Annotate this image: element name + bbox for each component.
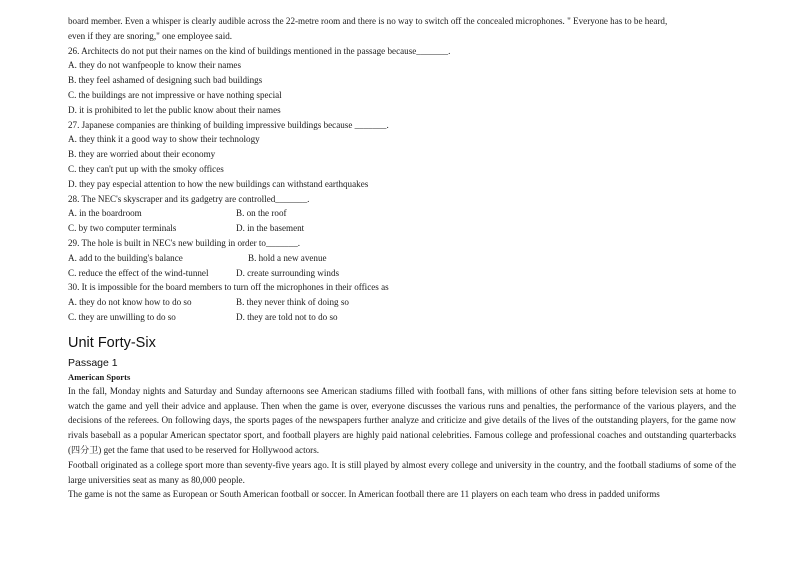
question-stem: 30. It is impossible for the board members to turn off the microphones in their offices as [68, 282, 389, 293]
document-page [68, 14, 736, 502]
paragraph: In the fall, Monday nights and Saturday and Sunday afternoons see American stadiums filled with football fans, with millions of other fans sitting before television sets at home to watch the game and yell their advice and applause. Then when the game is over, everyone discusses the various runs and penalties, the performance of the various players, and the decisions of the referees. On following days, the sports pages of the newspapers further analyze and criticize and give details of the lives of the outstanding players, for the game now rivals baseball as a popular American spectator sport, and football players are highly paid national celebrities. Famous college and professional coaches and outstanding quarterbacks (四分卫) get the fame that used to be reserved for Hollywood actors. [68, 385, 736, 455]
intro-text [68, 14, 736, 44]
option: A. they do not wanfpeople to know their names [68, 60, 241, 71]
option: D. they are told not to do so [236, 311, 338, 322]
paragraph: Football originated as a college sport more than seventy-five years ago. It is still played by almost every college and university in the country, and the football stadiums of some of the large universities seat as many as 80,000 people. [68, 459, 736, 485]
question-stem: 28. The NEC's skyscraper and its gadgetry are controlled_______. [68, 193, 310, 204]
option: B. on the roof [236, 208, 287, 219]
option: B. they feel ashamed of designing such bad buildings [68, 75, 263, 86]
option-row [68, 221, 736, 236]
question-28 [68, 192, 736, 236]
passage-title: American Sports [68, 371, 131, 382]
option: D. in the basement [236, 223, 305, 234]
question-stem: 29. The hole is built in NEC's new building in order to_______. [68, 237, 301, 248]
option: C. reduce the effect of the wind-tunnel [68, 267, 209, 278]
question-27 [68, 118, 736, 192]
option-row [68, 295, 736, 310]
option: C. the buildings are not impressive or have nothing special [68, 89, 282, 100]
text-line: even if they are snoring," one employee said. [68, 30, 233, 41]
option-row [68, 206, 736, 221]
option-row [68, 251, 736, 266]
option: A. they do not know how to do so [68, 297, 192, 308]
option: C. they are unwilling to do so [68, 311, 176, 322]
paragraph: The game is not the same as European or South American football or soccer. In American football there are 11 players on each team who dress in padded uniforms [68, 489, 660, 500]
option: B. they are worried about their economy [68, 149, 216, 160]
question-30 [68, 280, 736, 324]
option: D. create surrounding winds [236, 267, 340, 278]
question-26 [68, 44, 736, 118]
option: C. they can't put up with the smoky offices [68, 163, 224, 174]
option: C. by two computer terminals [68, 223, 177, 234]
question-stem: 27. Japanese companies are thinking of building impressive buildings because _______. [68, 119, 389, 130]
option: D. it is prohibited to let the public know about their names [68, 104, 281, 115]
option-row [68, 310, 736, 325]
option: A. in the boardroom [68, 208, 142, 219]
option: D. they pay especial attention to how the new buildings can withstand earthquakes [68, 178, 369, 189]
option: A. they think it a good way to show their technology [68, 134, 260, 145]
option: B. they never think of doing so [236, 297, 349, 308]
option: B. hold a new avenue [248, 252, 327, 263]
unit-heading: Unit Forty-Six [68, 334, 156, 351]
passage-heading: Passage 1 [68, 356, 118, 369]
option: A. add to the building's balance [68, 252, 183, 263]
option-row [68, 266, 736, 281]
question-stem: 26. Architects do not put their names on the kind of buildings mentioned in the passage because_______. [68, 45, 451, 56]
passage-body [68, 384, 736, 502]
text-line: board member. Even a whisper is clearly audible across the 22-metre room and there is no way to switch off the concealed microphones. " Everyone has to be heard, [68, 16, 668, 26]
question-29 [68, 236, 736, 280]
